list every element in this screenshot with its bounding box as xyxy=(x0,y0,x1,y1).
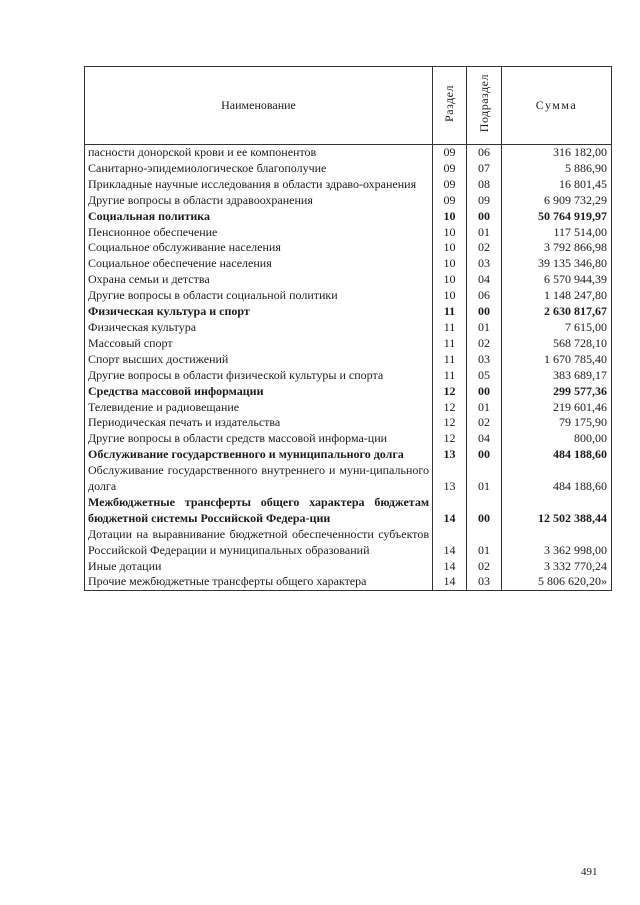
table-row xyxy=(85,209,612,225)
row-sum: 3 792 866,98 xyxy=(502,240,612,256)
table-row xyxy=(85,177,612,193)
row-name: Обслуживание государственного внутреннего и муни-ципального долга xyxy=(85,463,433,495)
table-header xyxy=(85,67,612,145)
row-sum: 6 909 732,29 xyxy=(502,193,612,209)
row-name: Другие вопросы в области средств массовой информа-ции xyxy=(85,431,433,447)
row-sum: 50 764 919,97 xyxy=(502,209,612,225)
table-row xyxy=(85,272,612,288)
row-name: Средства массовой информации xyxy=(85,384,433,400)
table-row xyxy=(85,225,612,241)
row-sum: 299 577,36 xyxy=(502,384,612,400)
table-row xyxy=(85,193,612,209)
header-name: Наименование xyxy=(85,67,433,145)
row-section: 13 xyxy=(433,447,467,463)
budget-table xyxy=(84,66,612,591)
row-subsection: 02 xyxy=(467,559,502,575)
row-name: Санитарно-эпидемиологическое благополучие xyxy=(85,161,433,177)
table-row xyxy=(85,559,612,575)
row-sum: 7 615,00 xyxy=(502,320,612,336)
row-section: 09 xyxy=(433,193,467,209)
row-sum: 117 514,00 xyxy=(502,225,612,241)
row-name: Массовый спорт xyxy=(85,336,433,352)
table-row xyxy=(85,320,612,336)
row-name: Иные дотации xyxy=(85,559,433,575)
row-subsection: 01 xyxy=(467,225,502,241)
row-subsection: 00 xyxy=(467,304,502,320)
row-section: 14 xyxy=(433,495,467,527)
page-number: 491 xyxy=(581,866,598,878)
row-section: 11 xyxy=(433,368,467,384)
row-name: Социальное обеспечение населения xyxy=(85,256,433,272)
header-row xyxy=(85,67,612,145)
row-subsection: 04 xyxy=(467,431,502,447)
row-section: 12 xyxy=(433,400,467,416)
row-subsection: 04 xyxy=(467,272,502,288)
row-section: 12 xyxy=(433,415,467,431)
row-name: Социальная политика xyxy=(85,209,433,225)
row-sum: 3 332 770,24 xyxy=(502,559,612,575)
row-name: Периодическая печать и издательства xyxy=(85,415,433,431)
row-section: 14 xyxy=(433,527,467,559)
table-row xyxy=(85,304,612,320)
row-sum: 39 135 346,80 xyxy=(502,256,612,272)
row-sum: 2 630 817,67 xyxy=(502,304,612,320)
row-section: 10 xyxy=(433,209,467,225)
row-section: 10 xyxy=(433,225,467,241)
row-sum: 1 148 247,80 xyxy=(502,288,612,304)
row-name: Телевидение и радиовещание xyxy=(85,400,433,416)
row-name: Спорт высших достижений xyxy=(85,352,433,368)
table-row xyxy=(85,145,612,161)
row-name: Другие вопросы в области физической культуры и спорта xyxy=(85,368,433,384)
table-row xyxy=(85,240,612,256)
row-section: 13 xyxy=(433,463,467,495)
table-row xyxy=(85,431,612,447)
table-row xyxy=(85,447,612,463)
table-row xyxy=(85,256,612,272)
table-row xyxy=(85,415,612,431)
row-sum: 5 806 620,20» xyxy=(502,574,612,590)
row-section: 11 xyxy=(433,352,467,368)
row-section: 10 xyxy=(433,240,467,256)
row-name: Физическая культура и спорт xyxy=(85,304,433,320)
row-subsection: 08 xyxy=(467,177,502,193)
row-section: 09 xyxy=(433,177,467,193)
row-sum: 79 175,90 xyxy=(502,415,612,431)
row-subsection: 00 xyxy=(467,384,502,400)
table-row xyxy=(85,463,612,495)
table-row xyxy=(85,336,612,352)
row-name: Пенсионное обеспечение xyxy=(85,225,433,241)
row-subsection: 09 xyxy=(467,193,502,209)
row-subsection: 07 xyxy=(467,161,502,177)
header-section: Раздел xyxy=(433,67,467,145)
row-subsection: 02 xyxy=(467,415,502,431)
row-subsection: 05 xyxy=(467,368,502,384)
row-name: Социальное обслуживание населения xyxy=(85,240,433,256)
row-section: 09 xyxy=(433,145,467,161)
table-row xyxy=(85,527,612,559)
row-sum: 3 362 998,00 xyxy=(502,527,612,559)
row-section: 09 xyxy=(433,161,467,177)
header-sum: Сумма xyxy=(502,67,612,145)
row-subsection: 01 xyxy=(467,400,502,416)
table-row xyxy=(85,574,612,590)
row-name: Физическая культура xyxy=(85,320,433,336)
row-name: Другие вопросы в области здравоохранения xyxy=(85,193,433,209)
row-sum: 12 502 388,44 xyxy=(502,495,612,527)
row-section: 11 xyxy=(433,336,467,352)
row-section: 11 xyxy=(433,320,467,336)
row-sum: 484 188,60 xyxy=(502,447,612,463)
row-subsection: 01 xyxy=(467,463,502,495)
row-section: 10 xyxy=(433,256,467,272)
table-row xyxy=(85,368,612,384)
row-section: 10 xyxy=(433,288,467,304)
row-subsection: 00 xyxy=(467,447,502,463)
table-row xyxy=(85,288,612,304)
table-row xyxy=(85,495,612,527)
row-subsection: 03 xyxy=(467,352,502,368)
row-sum: 316 182,00 xyxy=(502,145,612,161)
row-subsection: 06 xyxy=(467,288,502,304)
row-sum: 6 570 944,39 xyxy=(502,272,612,288)
row-subsection: 00 xyxy=(467,495,502,527)
row-sum: 1 670 785,40 xyxy=(502,352,612,368)
row-subsection: 01 xyxy=(467,320,502,336)
row-section: 14 xyxy=(433,574,467,590)
row-subsection: 03 xyxy=(467,256,502,272)
row-sum: 383 689,17 xyxy=(502,368,612,384)
row-subsection: 01 xyxy=(467,527,502,559)
row-sum: 484 188,60 xyxy=(502,463,612,495)
row-sum: 16 801,45 xyxy=(502,177,612,193)
table-row xyxy=(85,352,612,368)
row-subsection: 03 xyxy=(467,574,502,590)
row-subsection: 06 xyxy=(467,145,502,161)
table-row xyxy=(85,384,612,400)
row-name: Охрана семьи и детства xyxy=(85,272,433,288)
row-section: 11 xyxy=(433,304,467,320)
row-name: Другие вопросы в области социальной политики xyxy=(85,288,433,304)
row-sum: 800,00 xyxy=(502,431,612,447)
table-body xyxy=(85,145,612,591)
table-row xyxy=(85,400,612,416)
table-row xyxy=(85,161,612,177)
row-name: пасности донорской крови и ее компонентов xyxy=(85,145,433,161)
row-name: Прочие межбюджетные трансферты общего характера xyxy=(85,574,433,590)
row-name: Межбюджетные трансферты общего характера бюджетам бюджетной системы Российской Федера-ции xyxy=(85,495,433,527)
row-section: 14 xyxy=(433,559,467,575)
row-section: 10 xyxy=(433,272,467,288)
row-sum: 5 886,90 xyxy=(502,161,612,177)
row-name: Прикладные научные исследования в области здраво-охранения xyxy=(85,177,433,193)
header-subsection: Подраздел xyxy=(467,67,502,145)
row-subsection: 02 xyxy=(467,240,502,256)
row-subsection: 02 xyxy=(467,336,502,352)
row-name: Обслуживание государственного и муниципального долга xyxy=(85,447,433,463)
row-section: 12 xyxy=(433,384,467,400)
row-sum: 219 601,46 xyxy=(502,400,612,416)
row-sum: 568 728,10 xyxy=(502,336,612,352)
row-subsection: 00 xyxy=(467,209,502,225)
row-name: Дотации на выравнивание бюджетной обеспеченности субъектов Российской Федерации и муниципальных образований xyxy=(85,527,433,559)
row-section: 12 xyxy=(433,431,467,447)
